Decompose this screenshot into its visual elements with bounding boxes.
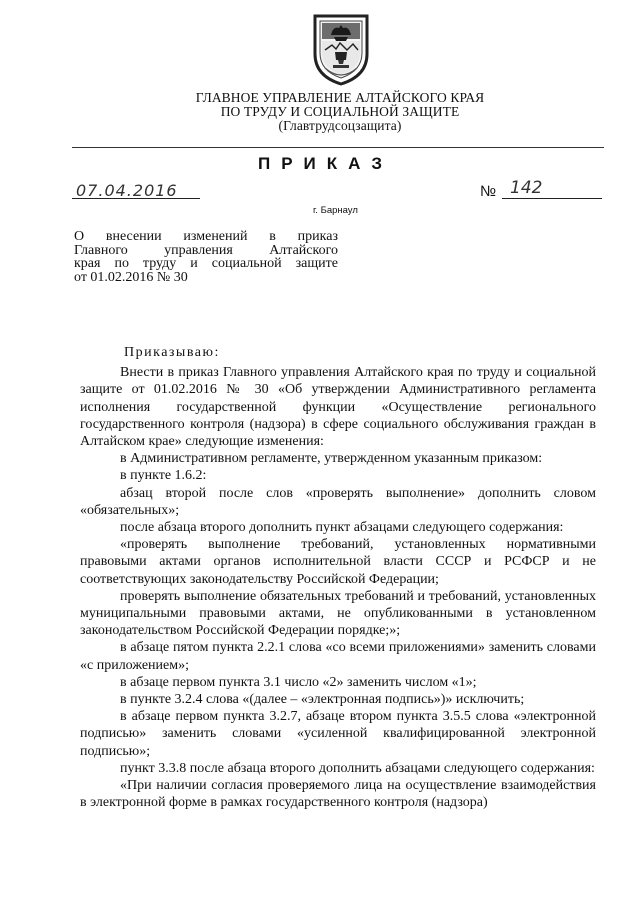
paragraph: Внести в приказ Главного управления Алтайского края по труду и социальной защите от 01.02.2016 № 30 «Об утверждении Административного регламента исполнения государственной функции «Осуществление регионального государственного контроля (надзора) в сфере социального обслуживания граждан в Алтайском крае» следующие изменения: <box>80 365 596 450</box>
document-subject <box>74 230 338 284</box>
city: г. Барнаул <box>313 205 358 216</box>
org-name-line2: ПО ТРУДУ И СОЦИАЛЬНОЙ ЗАЩИТЕ <box>220 104 460 119</box>
salutation: Приказываю: <box>124 345 220 360</box>
paragraph: после абзаца второго дополнить пункт абзацами следующего содержания: <box>120 520 564 536</box>
paragraph: в Административном регламенте, утвержденном указанным приказом: <box>120 451 543 467</box>
number-underline <box>502 198 602 199</box>
paragraph: в абзаце первом пункта 3.2.7, абзаце втором пункта 3.5.5 слова «электронной подписью» заменить словами «усиленной квалифицированной электронной подписью»; <box>80 709 596 759</box>
coat-of-arms-icon <box>305 10 377 88</box>
subject-line: от 01.02.2016 № 30 <box>74 269 188 285</box>
paragraph: в пункте 1.6.2: <box>120 468 207 484</box>
document-title: ПРИКАЗ <box>258 154 394 173</box>
paragraph: в абзаце пятом пункта 2.2.1 слова «со всеми приложениями» заменить словами «с приложением»; <box>80 640 596 673</box>
org-name-line1: ГЛАВНОЕ УПРАВЛЕНИЕ АЛТАЙСКОГО КРАЯ <box>195 90 485 105</box>
paragraph: в абзаце первом пункта 3.1 число «2» заменить числом «1»; <box>120 674 477 690</box>
document-number: 142 <box>510 178 543 198</box>
paragraph: проверять выполнение обязательных требований и требований, установленных муниципальными правовыми актами, не опубликованными в установленном законодательством Российской Федерации порядке;»; <box>80 588 596 639</box>
organization-header <box>130 91 550 133</box>
document-date: 07.04.2016 <box>76 181 178 200</box>
paragraph: абзац второй после слов «проверять выполнение» дополнить словом «обязательных»; <box>80 485 596 518</box>
paragraph: «проверять выполнение требований, установленных нормативными правовыми актами органов исполнительной власти СССР и РСФСР и не соответствующих законодательству Российской Федерации; <box>80 537 596 587</box>
document-body <box>80 344 596 811</box>
paragraph: пункт 3.3.8 после абзаца второго дополнить абзацами следующего содержания: <box>120 760 595 776</box>
subject-line: Главного управления Алтайского <box>74 242 338 258</box>
paragraph: в пункте 3.2.4 слова «(далее – «электронная подпись»)» исключить; <box>120 692 525 708</box>
header-divider <box>72 147 604 148</box>
org-short-name: (Главтрудсоцзащита) <box>278 118 402 133</box>
number-label: № <box>480 183 497 200</box>
subject-line: О внесении изменений в приказ <box>74 229 338 244</box>
paragraph: «При наличии согласия проверяемого лица на осуществление взаимодействия в электронной форме в рамках государственного контроля (надзора) <box>80 778 596 811</box>
subject-line: края по труду и социальной защите <box>74 256 338 271</box>
